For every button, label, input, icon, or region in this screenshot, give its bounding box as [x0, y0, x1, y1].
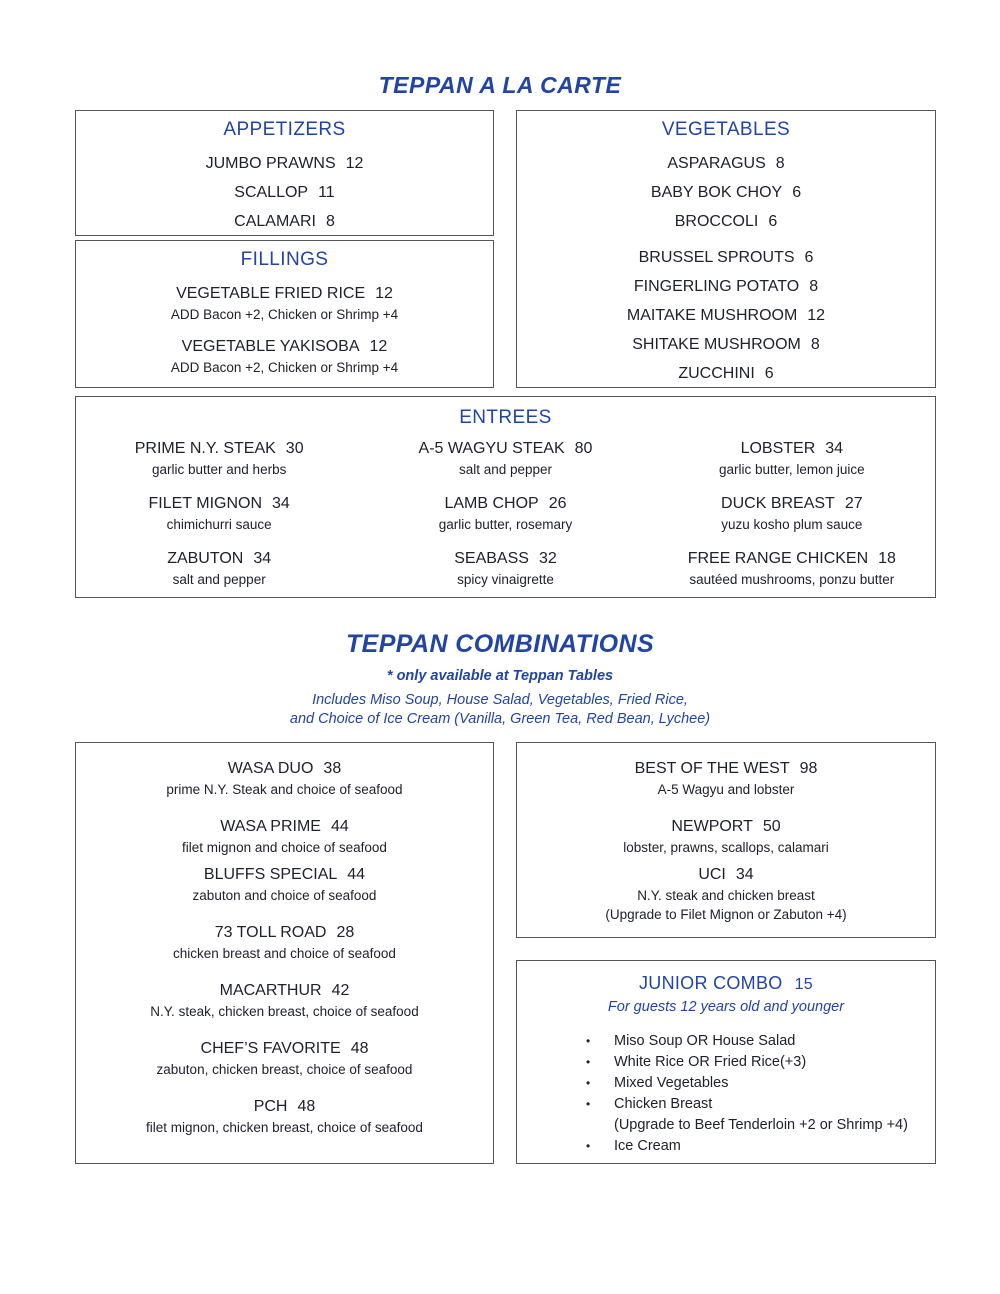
item-price: 15	[794, 976, 813, 993]
item-name: UCI	[698, 866, 726, 883]
page-title: TEPPAN A LA CARTE	[378, 72, 622, 98]
item-name: BABY BOK CHOY	[650, 184, 783, 201]
item-description: garlic butter and herbs	[152, 462, 287, 477]
item-price: 6	[792, 184, 802, 201]
item-name: CALAMARI	[234, 213, 316, 230]
combinations-left-section	[75, 742, 494, 1164]
item-name: BLUFFS SPECIAL	[203, 866, 338, 883]
fillings-heading: FILLINGS	[240, 249, 329, 270]
menu-item	[517, 178, 935, 207]
list-item-text: Miso Soup OR House Salad	[614, 1033, 796, 1049]
menu-item	[362, 438, 648, 460]
item-name: SEABASS	[454, 550, 529, 567]
menu-item-group	[76, 979, 493, 1021]
junior-combo-subtitle: For guests 12 years old and younger	[607, 999, 845, 1015]
menu-item-group	[362, 548, 648, 590]
menu-item-group	[76, 815, 493, 857]
item-price: 34	[272, 495, 290, 512]
item-name: CHEF’S FAVORITE	[200, 1040, 341, 1057]
item-name: MACARTHUR	[219, 982, 322, 999]
menu-item-group	[517, 863, 935, 924]
menu-item	[76, 815, 493, 838]
item-name: ASPARAGUS	[667, 155, 766, 172]
bullet-icon: •	[586, 1034, 591, 1048]
item-description: spicy vinaigrette	[457, 572, 554, 587]
menu-item	[76, 178, 493, 207]
item-price: 12	[369, 338, 388, 355]
item-name: ZABUTON	[167, 550, 244, 567]
item-note: ADD Bacon +2, Chicken or Shrimp +4	[170, 360, 399, 375]
item-note: ADD Bacon +2, Chicken or Shrimp +4	[170, 307, 399, 322]
menu-item	[517, 359, 935, 388]
item-price: 8	[325, 213, 335, 230]
menu-item-group	[76, 283, 493, 324]
item-name: NEWPORT	[671, 818, 753, 835]
menu-item	[362, 548, 648, 570]
item-name: WASA DUO	[227, 760, 314, 777]
item-name: A-5 WAGYU STEAK	[418, 440, 565, 457]
menu-item-group	[649, 438, 935, 480]
menu-item-group	[517, 757, 935, 799]
item-name: BEST OF THE WEST	[634, 760, 790, 777]
item-name: FREE RANGE CHICKEN	[687, 550, 869, 567]
menu-item	[517, 272, 935, 301]
item-description: lobster, prawns, scallops, calamari	[623, 840, 829, 855]
item-description: N.Y. steak, chicken breast, choice of seafood	[150, 1004, 419, 1019]
item-name: JUNIOR COMBO	[638, 973, 783, 993]
combinations-note: * only available at Teppan Tables	[386, 668, 614, 684]
list-item-text: White Rice OR Fried Rice(+3)	[614, 1054, 807, 1070]
menu-item	[649, 548, 935, 570]
item-name: MAITAKE MUSHROOM	[626, 307, 798, 324]
item-price: 8	[809, 278, 819, 295]
menu-item	[517, 863, 935, 886]
item-name: VEGETABLE YAKISOBA	[181, 338, 360, 355]
menu-item-group	[76, 1095, 493, 1137]
menu-item	[517, 757, 935, 780]
menu-item	[517, 207, 935, 236]
menu-item	[76, 979, 493, 1002]
item-description: zabuton and choice of seafood	[192, 888, 377, 903]
item-description: chimichurri sauce	[166, 517, 272, 532]
menu-item	[517, 149, 935, 178]
menu-item	[76, 493, 362, 515]
bullet-icon: •	[586, 1076, 591, 1090]
menu-item-group	[649, 493, 935, 535]
menu-item-group	[76, 1037, 493, 1079]
combinations-right-section	[516, 742, 936, 938]
item-upgrade-note: (Upgrade to Filet Mignon or Zabuton +4)	[605, 907, 847, 922]
menu-item	[517, 301, 935, 330]
menu-item	[76, 1095, 493, 1118]
item-name: WASA PRIME	[220, 818, 321, 835]
item-description: sautéed mushrooms, ponzu butter	[689, 572, 895, 587]
entrees-heading: ENTREES	[459, 407, 552, 428]
menu-item-group	[76, 757, 493, 799]
item-price: 80	[574, 440, 593, 457]
menu-item	[649, 438, 935, 460]
item-name: BROCCOLI	[674, 213, 759, 230]
item-name: SHITAKE MUSHROOM	[632, 336, 801, 353]
item-price: 44	[347, 866, 366, 883]
menu-item	[517, 243, 935, 272]
menu-item	[76, 438, 362, 460]
item-description: filet mignon, chicken breast, choice of seafood	[146, 1120, 423, 1135]
menu-item	[76, 336, 493, 358]
item-price: 8	[775, 155, 785, 172]
item-price: 44	[330, 818, 349, 835]
item-name: ZUCCHINI	[678, 365, 755, 382]
junior-combo-heading	[517, 973, 935, 994]
item-description: chicken breast and choice of seafood	[173, 946, 396, 961]
item-name: FILET MIGNON	[148, 495, 263, 512]
combinations-title: TEPPAN COMBINATIONS	[345, 630, 655, 658]
item-name: LOBSTER	[740, 440, 816, 457]
includes-line: Includes Miso Soup, House Salad, Vegetables, Fried Rice,	[312, 692, 688, 708]
menu-item	[76, 149, 493, 178]
menu-item	[362, 493, 648, 515]
item-description: filet mignon and choice of seafood	[182, 840, 387, 855]
item-description: N.Y. steak and chicken breast	[637, 888, 815, 903]
bullet-icon: •	[586, 1055, 591, 1069]
menu-item	[76, 921, 493, 944]
item-price: 42	[331, 982, 350, 999]
menu-item-group	[362, 493, 648, 535]
list-item-text: Ice Cream	[614, 1138, 681, 1154]
item-price: 27	[844, 495, 863, 512]
menu-item-group	[76, 863, 493, 905]
item-description: salt and pepper	[458, 462, 553, 477]
bullet-icon: •	[586, 1097, 591, 1111]
menu-item-group	[76, 438, 362, 480]
menu-item-group	[649, 548, 935, 590]
item-name: JUMBO PRAWNS	[205, 155, 336, 172]
menu-item	[76, 283, 493, 305]
item-price: 34	[735, 866, 754, 883]
item-name: FINGERLING POTATO	[633, 278, 800, 295]
list-item	[586, 1073, 935, 1094]
item-price: 12	[807, 307, 826, 324]
item-name: LAMB CHOP	[444, 495, 539, 512]
item-price: 48	[350, 1040, 369, 1057]
item-price: 12	[345, 155, 364, 172]
item-price: 26	[548, 495, 567, 512]
list-item-upgrade-note: (Upgrade to Beef Tenderloin +2 or Shrimp +4)	[614, 1117, 908, 1133]
menu-item-group	[362, 438, 648, 480]
list-item	[586, 1031, 935, 1052]
menu-item	[76, 1037, 493, 1060]
combinations-includes	[0, 691, 1000, 729]
fillings-section	[75, 240, 494, 388]
menu-item-group	[517, 815, 935, 857]
item-price: 12	[375, 285, 393, 302]
item-price: 34	[825, 440, 844, 457]
item-price: 28	[336, 924, 355, 941]
menu-item-group	[76, 493, 362, 535]
item-name: DUCK BREAST	[721, 495, 835, 512]
menu-item-group	[76, 548, 362, 590]
item-price: 50	[762, 818, 781, 835]
item-name: 73 TOLL ROAD	[214, 924, 327, 941]
junior-combo-list	[517, 1031, 935, 1157]
item-description: salt and pepper	[172, 572, 266, 587]
menu-item	[517, 815, 935, 838]
includes-line: and Choice of Ice Cream (Vanilla, Green Tea, Red Bean, Lychee)	[289, 711, 711, 727]
item-price: 6	[764, 365, 774, 382]
list-item	[586, 1136, 935, 1157]
item-price: 38	[323, 760, 342, 777]
item-price: 6	[768, 213, 778, 230]
item-name: BRUSSEL SPROUTS	[638, 249, 795, 266]
item-price: 8	[810, 336, 820, 353]
item-name: PRIME N.Y. STEAK	[134, 440, 276, 457]
list-item	[586, 1094, 935, 1115]
item-name: PCH	[253, 1098, 288, 1115]
item-price: 48	[297, 1098, 316, 1115]
bullet-icon: •	[586, 1139, 591, 1153]
item-description: yuzu kosho plum sauce	[721, 517, 863, 532]
combinations-header	[0, 630, 1000, 729]
item-price: 6	[804, 249, 814, 266]
entrees-section	[75, 396, 936, 598]
list-item	[586, 1052, 935, 1073]
item-description: zabuton, chicken breast, choice of seafood	[156, 1062, 413, 1077]
vegetables-heading: VEGETABLES	[661, 119, 791, 140]
item-price: 32	[538, 550, 557, 567]
menu-item	[76, 757, 493, 780]
menu-item	[76, 207, 493, 236]
appetizers-heading: APPETIZERS	[223, 119, 346, 140]
menu-item-group	[76, 336, 493, 377]
item-name: SCALLOP	[234, 184, 309, 201]
item-description: garlic butter, lemon juice	[719, 462, 865, 477]
item-price: 18	[878, 550, 896, 567]
menu-item	[76, 863, 493, 886]
item-price: 98	[799, 760, 818, 777]
item-description: garlic butter, rosemary	[438, 517, 573, 532]
menu-item	[649, 493, 935, 515]
appetizers-section	[75, 110, 494, 236]
item-description: prime N.Y. Steak and choice of seafood	[166, 782, 403, 797]
menu-item	[76, 548, 362, 570]
list-item-text: Mixed Vegetables	[614, 1075, 729, 1091]
item-description: A-5 Wagyu and lobster	[657, 782, 795, 797]
menu-item	[517, 330, 935, 359]
menu-item-group	[76, 921, 493, 963]
vegetables-section	[516, 110, 936, 388]
entrees-grid	[76, 438, 935, 590]
junior-combo-section	[516, 960, 936, 1164]
item-price: 30	[285, 440, 304, 457]
item-price: 11	[318, 184, 335, 201]
list-item-text: Chicken Breast	[614, 1096, 713, 1112]
item-price: 34	[253, 550, 272, 567]
item-name: VEGETABLE FRIED RICE	[176, 285, 366, 302]
